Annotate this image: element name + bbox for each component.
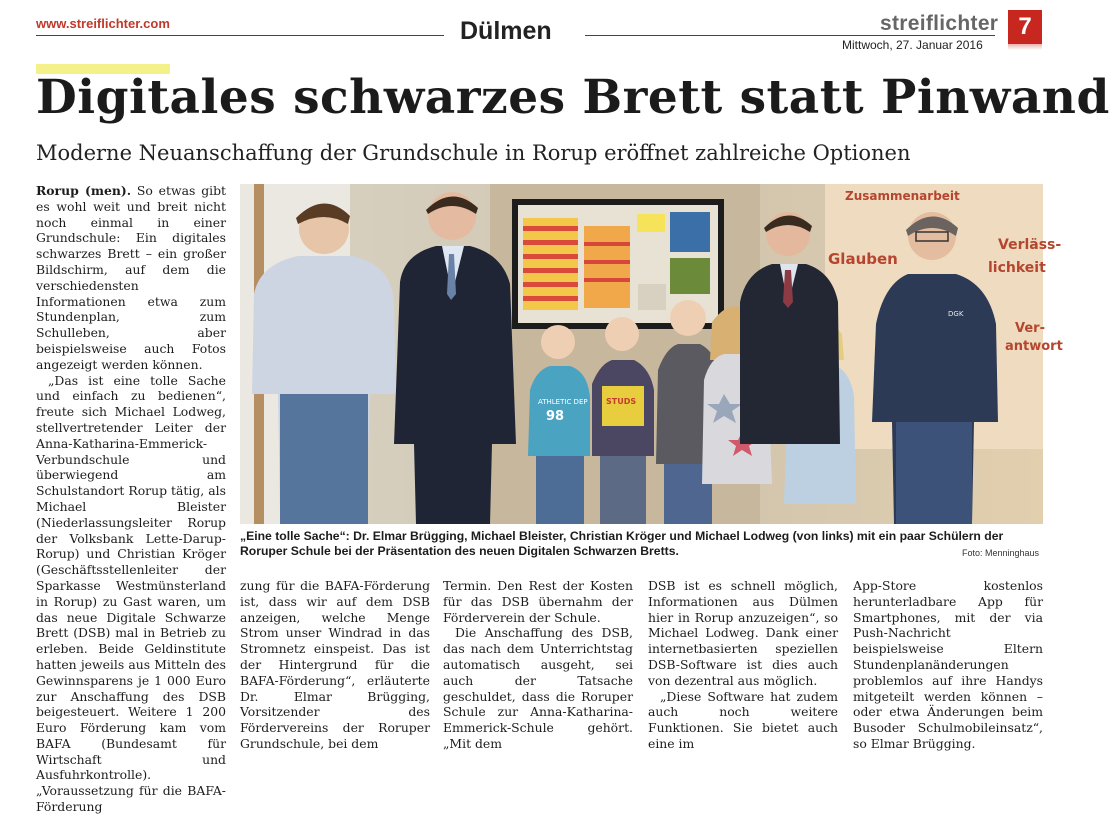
paragraph-intro: So etwas gibt es wohl weit und breit nicht noch einmal in einer Grundschule: Ein digitales schwarzes Brett – ein großer Bildschirm, auf dem die verschiedensten Informationen etwa zum Stundenplan, zum Schulleben, aber beispielsweise auch Fotos angezeigt werden können.	[36, 183, 226, 372]
svg-text:STUDS: STUDS	[606, 397, 637, 406]
svg-text:DGK: DGK	[948, 310, 964, 318]
photo-caption: „Eine tolle Sache“: Dr. Elmar Brügging, Michael Bleister, Christian Kröger und Michael Lodweg (von links) mit ein paar Schülern der Roruper Schule bei der Präsentation des neuen Digitalen Schwarzen Bretts.	[240, 529, 1004, 558]
article-headline: Digitales schwarzes Brett statt Pinwand	[36, 70, 1110, 125]
paragraph-bafa: zung für die BAFA-Förderung ist, dass wir auf dem DSB anzeigen, welche Menge Strom unser Windrad in das Stromnetz einspeist. Das ist der Hintergrund für die BAFA-Förderung“, erläuterte Dr. Elmar Brügging, Vorsitzender des Fördervereins der Roruper Grundschule, bei dem	[240, 578, 430, 751]
svg-text:Zusammenarbeit: Zusammenarbeit	[845, 189, 960, 203]
text-column-5	[853, 578, 1043, 752]
dateline: Rorup (men).	[36, 183, 132, 198]
svg-text:lichkeit: lichkeit	[988, 260, 1046, 276]
svg-text:ATHLETIC DEP: ATHLETIC DEP	[538, 398, 588, 406]
svg-text:antwort: antwort	[1005, 339, 1063, 354]
text-column-2	[240, 578, 430, 752]
paragraph-quote: „Das ist eine tolle Sache und einfach zu bedienen“, freute sich Michael Lodweg, stellvertretender Leiter der Anna-Katharina-Emmerick-Verbundschule und überwiegend am Schulstandort Rorup tätig, als Michael Bleister (Niederlassungsleiter Rorup der Volksbank Lette-Darup-Rorup) und Christian Kröger (Geschäftsstellenleiter der Sparkasse Westmünsterland in Rorup) zu Gast waren, um das neue Digitale Schwarze Brett (DSB) mal in Betrieb zu erleben. Beide Geldinstitute hatten jeweils aus Mitteln des Gewinnsparens je 1 000 Euro zur Anschaffung des DSB beigesteuert. Weitere 1 200 Euro Förderung kam vom BAFA (Bundesamt für Wirtschaft und Ausfuhrkontrolle). „Voraussetzung für die BAFA-Förderung	[36, 372, 226, 815]
text-column-3	[443, 578, 633, 752]
page-number-shadow	[1008, 44, 1042, 50]
svg-text:Glauben: Glauben	[828, 250, 898, 268]
svg-text:Ver-: Ver-	[1015, 321, 1045, 336]
article-subheadline: Moderne Neuanschaffung der Grundschule in Rorup eröffnet zahlreiche Optionen	[36, 141, 911, 165]
paragraph-app: App-Store kostenlos herunterladbare App für Smartphones, mit der via Push-Nachricht beispielsweise Eltern Stundenplanänderungen problemlos auf ihre Handys mitgeteilt werden können – oder etwa Änderungen beim Busoder Schulmobileinsatz“, so Elmar Brügging.	[853, 578, 1043, 751]
paragraph-costs: Termin. Den Rest der Kosten für das DSB übernahm der Förderverein der Schule.	[443, 578, 633, 625]
page-number-badge: 7	[1008, 10, 1042, 44]
photo-credit: Foto: Menninghaus	[962, 548, 1040, 558]
section-title: Dülmen	[460, 17, 552, 45]
header-rule-left	[36, 35, 444, 36]
article-photo	[240, 184, 1063, 524]
text-column-1	[36, 183, 226, 815]
paragraph-dsb: DSB ist es schnell möglich, Informationen aus Dülmen hier in Rorup anzuzeigen“, so Michael Lodweg. Dank einer internetbasierten speziellen DSB-Software ist dies auch von dezentral aus möglich.	[648, 578, 838, 688]
svg-text:98: 98	[546, 409, 565, 424]
paragraph-software: „Diese Software hat zudem auch noch weitere Funktionen. Sie bietet auch eine im	[648, 688, 838, 751]
svg-text:Verläss-: Verläss-	[998, 237, 1062, 253]
newspaper-logo: streiflichter	[880, 12, 999, 35]
paragraph-purchase: Die Anschaffung des DSB, das nach dem Unterrichtstag automatisch ausgeht, sei auch der Tatsache geschuldet, dass die Roruper Schule zur Anna-Katharina-Emmerick-Schule gehört. „Mit dem	[443, 625, 633, 751]
issue-date: Mittwoch, 27. Januar 2016	[842, 38, 983, 52]
text-column-4	[648, 578, 838, 752]
website-url[interactable]: www.streiflichter.com	[36, 16, 170, 31]
